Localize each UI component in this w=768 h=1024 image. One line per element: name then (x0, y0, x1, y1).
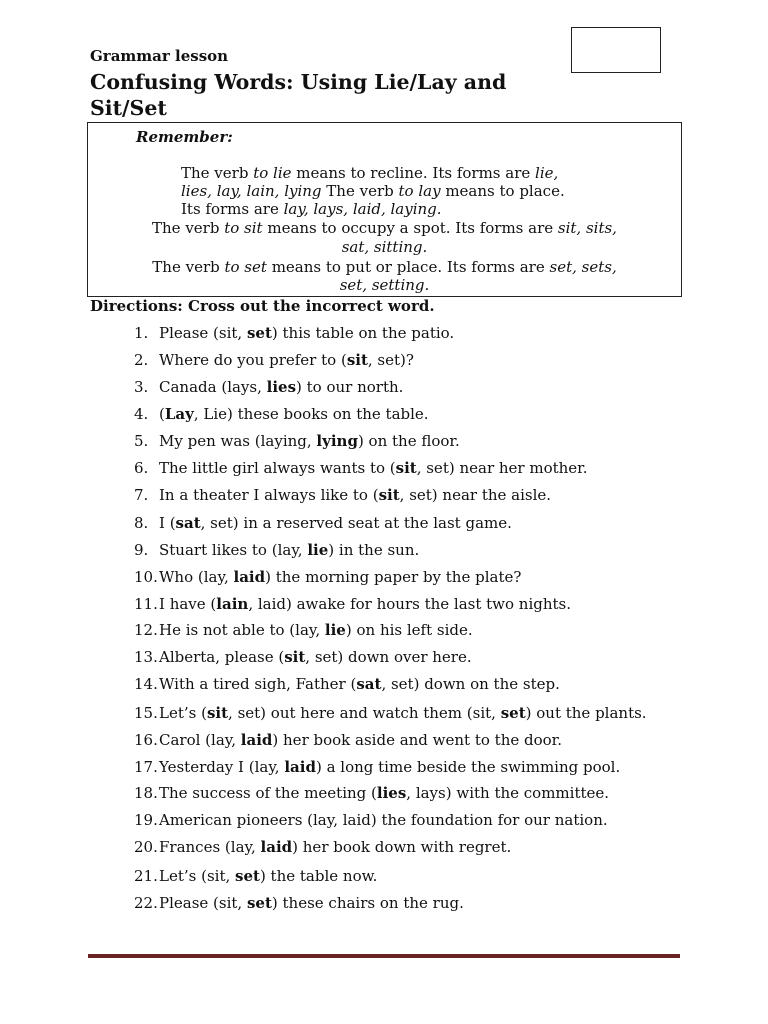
answer-word: laid (260, 838, 293, 856)
question-number: 3. (134, 378, 149, 396)
footer-rule (88, 954, 680, 958)
text-segment: ) her book down with regret. (292, 838, 512, 856)
question-number: 2. (134, 351, 149, 369)
question-number: 13. (134, 648, 158, 666)
question-number: 7. (134, 486, 149, 504)
remember-box (87, 122, 682, 297)
text-segment: The verb (152, 219, 225, 237)
text-segment: Alberta, please ( (159, 648, 285, 666)
text-segment: means to place. (440, 182, 565, 200)
text-segment: The verb (321, 182, 399, 200)
answer-word: set (246, 324, 272, 342)
question-number: 4. (134, 405, 149, 423)
italic-term: sat, sitting. (341, 238, 428, 256)
score-box (571, 27, 661, 73)
question-number: 12. (134, 621, 158, 639)
question-number: 21. (134, 867, 158, 885)
text-segment: My pen was (laying, (159, 432, 317, 450)
question-number: 11. (134, 595, 158, 613)
answer-word: Lay (164, 405, 194, 423)
text-segment: Frances (lay, (159, 838, 261, 856)
question-item (134, 459, 587, 477)
rule-line (181, 200, 442, 218)
answer-word: lying (316, 432, 358, 450)
text-segment: ) these chairs on the rug. (271, 894, 464, 912)
question-number: 22. (134, 894, 158, 912)
question-number: 20. (134, 838, 158, 856)
question-number: 6. (134, 459, 149, 477)
question-item (134, 758, 620, 776)
question-item (134, 568, 521, 586)
answer-word: set (246, 894, 272, 912)
text-segment: Yesterday I (lay, (159, 758, 285, 776)
rule-line (88, 276, 681, 294)
text-segment: Canada (lays, (159, 378, 267, 396)
answer-word: sit (346, 351, 368, 369)
answer-word: laid (284, 758, 316, 776)
text-segment: The verb (181, 164, 254, 182)
lesson-subtitle: Grammar lesson (90, 47, 229, 65)
answer-word: sit (395, 459, 417, 477)
italic-term: lie, (535, 164, 559, 182)
text-segment: , set) down over here. (305, 648, 472, 666)
rule-line (181, 182, 565, 200)
text-segment: , Lie) these books on the table. (193, 405, 429, 423)
text-segment: ) the morning paper by the plate? (265, 568, 522, 586)
text-segment: With a tired sigh, Father ( (159, 675, 357, 693)
text-segment: , lays) with the committee. (406, 784, 610, 802)
italic-term: to set (224, 258, 267, 276)
text-segment: means to put or place. Its forms are (266, 258, 550, 276)
text-segment: I ( (159, 514, 176, 532)
text-segment: , set) down on the step. (381, 675, 560, 693)
italic-term: set, setting. (339, 276, 430, 294)
question-item (134, 595, 571, 613)
question-item (134, 867, 377, 885)
text-segment: Its forms are (181, 200, 284, 218)
text-segment: He is not able to (lay, (159, 621, 325, 639)
question-item (134, 648, 472, 666)
question-item (134, 784, 609, 802)
text-segment: ) this table on the patio. (271, 324, 455, 342)
answer-word: sit (284, 648, 306, 666)
text-segment: ) on his left side. (345, 621, 473, 639)
question-number: 8. (134, 514, 149, 532)
question-item (134, 811, 608, 829)
rule-line (88, 219, 681, 237)
text-segment: Where do you prefer to ( (159, 351, 347, 369)
text-segment: ) the table now. (259, 867, 378, 885)
text-segment: , set) near the aisle. (399, 486, 552, 504)
text-segment: ) on the floor. (357, 432, 460, 450)
question-number: 9. (134, 541, 149, 559)
italic-term: lay, lays, laid, laying. (283, 200, 442, 218)
question-item (134, 704, 647, 722)
answer-word: lain (216, 595, 249, 613)
question-item (134, 378, 403, 396)
question-item (134, 731, 562, 749)
answer-word: sit (206, 704, 229, 722)
question-number: 17. (134, 758, 158, 776)
question-number: 19. (134, 811, 158, 829)
text-segment: , set) in a reserved seat at the last game. (200, 514, 512, 532)
answer-word: lie (324, 621, 346, 639)
question-number: 15. (134, 704, 158, 722)
question-number: 14. (134, 675, 158, 693)
text-segment: ) a long time beside the swimming pool. (315, 758, 621, 776)
text-segment: I have ( (159, 595, 217, 613)
text-segment: Let’s ( (159, 704, 207, 722)
question-item (134, 405, 429, 423)
question-item (134, 324, 454, 342)
italic-term: to lay (398, 182, 441, 200)
text-segment: The success of the meeting ( (159, 784, 377, 802)
text-segment: The verb (152, 258, 225, 276)
text-segment: Please (sit, (159, 324, 247, 342)
text-segment: Who (lay, (159, 568, 234, 586)
rule-line (88, 258, 681, 276)
question-item (134, 432, 460, 450)
text-segment: The little girl always wants to ( (159, 459, 396, 477)
text-segment: , set)? (367, 351, 414, 369)
question-number: 1. (134, 324, 149, 342)
directions: Directions: Cross out the incorrect word. (90, 297, 435, 315)
text-segment: means to occupy a spot. Its forms are (262, 219, 558, 237)
italic-term: lies, lay, lain, lying (181, 182, 322, 200)
text-segment: Stuart likes to (lay, (159, 541, 308, 559)
question-item (134, 621, 473, 639)
italic-term: to sit (224, 219, 263, 237)
rule-line (181, 164, 558, 182)
text-segment: American pioneers (lay, laid) the foundation for our nation. (159, 811, 608, 829)
answer-word: set (235, 867, 260, 885)
remember-label: Remember: (136, 128, 233, 146)
answer-word: laid (233, 568, 266, 586)
question-item (134, 541, 419, 559)
text-segment: In a theater I always like to ( (159, 486, 379, 504)
text-segment: ) in the sun. (328, 541, 420, 559)
question-item (134, 351, 414, 369)
answer-word: laid (240, 731, 273, 749)
text-segment: , set) near her mother. (416, 459, 588, 477)
italic-term: sit, sits, (557, 219, 617, 237)
answer-word: lie (307, 541, 329, 559)
text-segment: , set) out here and watch them (sit, (228, 704, 501, 722)
text-segment: ) to our north. (296, 378, 404, 396)
text-segment: ) out the plants. (525, 704, 647, 722)
answer-word: sat (356, 675, 382, 693)
question-number: 5. (134, 432, 149, 450)
page-title: Confusing Words: Using Lie/Lay and Sit/Set (90, 70, 507, 120)
answer-word: sat (175, 514, 201, 532)
question-item (134, 675, 560, 693)
question-item (134, 486, 551, 504)
italic-term: set, sets, (549, 258, 617, 276)
text-segment: means to recline. Its forms are (291, 164, 536, 182)
rule-line (88, 238, 681, 256)
question-number: 18. (134, 784, 158, 802)
italic-term: to lie (253, 164, 292, 182)
answer-word: lies (266, 378, 297, 396)
question-number: 10. (134, 568, 158, 586)
text-segment: , laid) awake for hours the last two nights. (248, 595, 572, 613)
answer-word: set (500, 704, 526, 722)
question-number: 16. (134, 731, 158, 749)
text-segment: Let’s (sit, (159, 867, 236, 885)
question-item (134, 514, 512, 532)
text-segment: ( (159, 405, 165, 423)
question-item (134, 838, 511, 856)
text-segment: Carol (lay, (159, 731, 241, 749)
answer-word: lies (376, 784, 407, 802)
text-segment: Please (sit, (159, 894, 247, 912)
answer-word: sit (378, 486, 400, 504)
text-segment: ) her book aside and went to the door. (272, 731, 562, 749)
question-item (134, 894, 464, 912)
